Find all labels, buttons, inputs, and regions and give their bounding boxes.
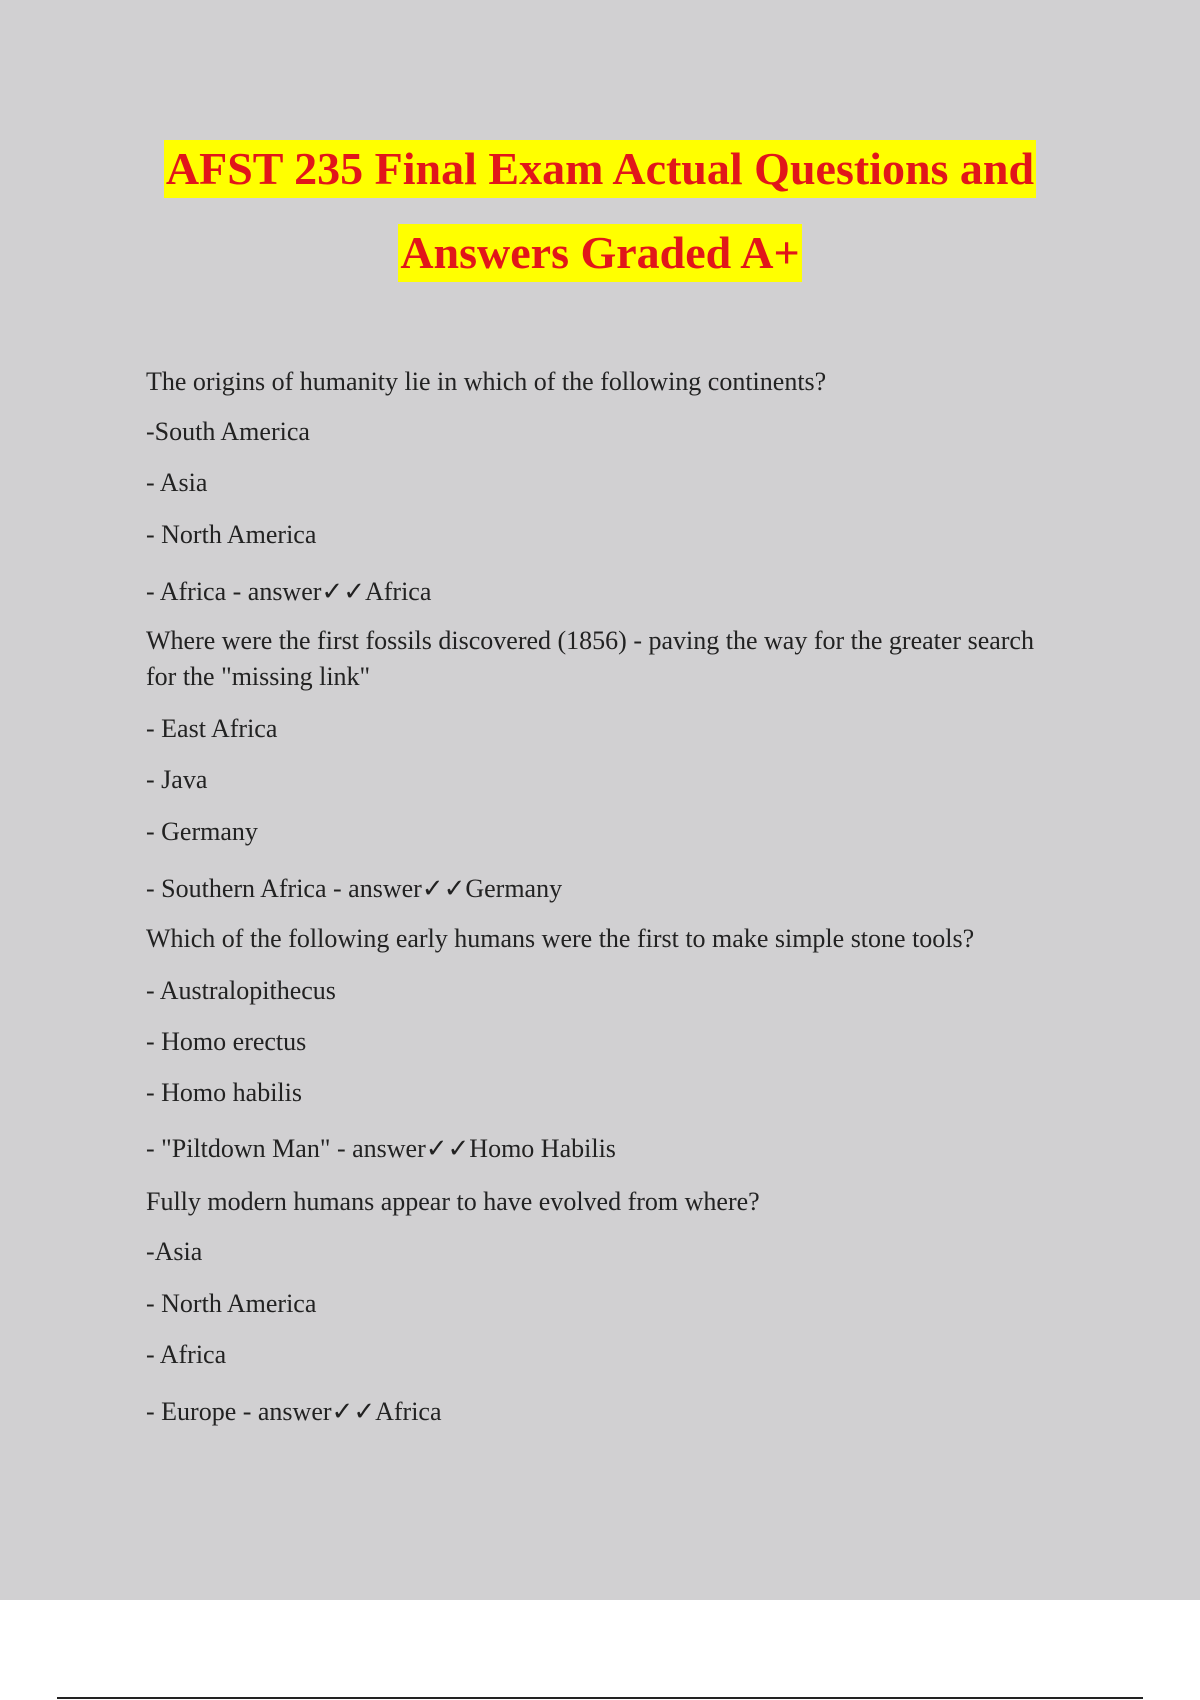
answer-line: - Europe - answer✓✓Africa xyxy=(146,1397,442,1426)
answer-line: - "Piltdown Man" - answer✓✓Homo Habilis xyxy=(146,1134,616,1163)
answer-line: - Southern Africa - answer✓✓Germany xyxy=(146,874,563,903)
question-text: Fully modern humans appear to have evolved from where? xyxy=(146,1187,760,1216)
answer-option: - Germany xyxy=(146,817,258,846)
question-text: Which of the following early humans were the first to make simple stone tools? xyxy=(146,924,975,953)
answer-option: - North America xyxy=(146,1289,317,1318)
answer-option: - Asia xyxy=(146,468,208,497)
answer-option: - Homo habilis xyxy=(146,1078,302,1107)
answer-line: - Africa - answer✓✓Africa xyxy=(146,577,432,606)
title-line-1: AFST 235 Final Exam Actual Questions and xyxy=(164,140,1036,198)
title-line-2: Answers Graded A+ xyxy=(398,224,801,282)
answer-option: - North America xyxy=(146,520,317,549)
answer-option: - Java xyxy=(146,765,208,794)
document-title xyxy=(0,140,1200,308)
page-divider xyxy=(57,1697,1143,1699)
answer-option: - Africa xyxy=(146,1340,227,1369)
answer-option: -Asia xyxy=(146,1237,203,1266)
answer-option: - Homo erectus xyxy=(146,1027,307,1056)
question-text: The origins of humanity lie in which of the following continents? xyxy=(146,367,827,396)
answer-option: -South America xyxy=(146,417,310,446)
question-text: Where were the first fossils discovered (1856) - paving the way for the greater search for the "missing link" xyxy=(146,626,1034,691)
answer-option: - East Africa xyxy=(146,714,278,743)
answer-option: - Australopithecus xyxy=(146,976,336,1005)
